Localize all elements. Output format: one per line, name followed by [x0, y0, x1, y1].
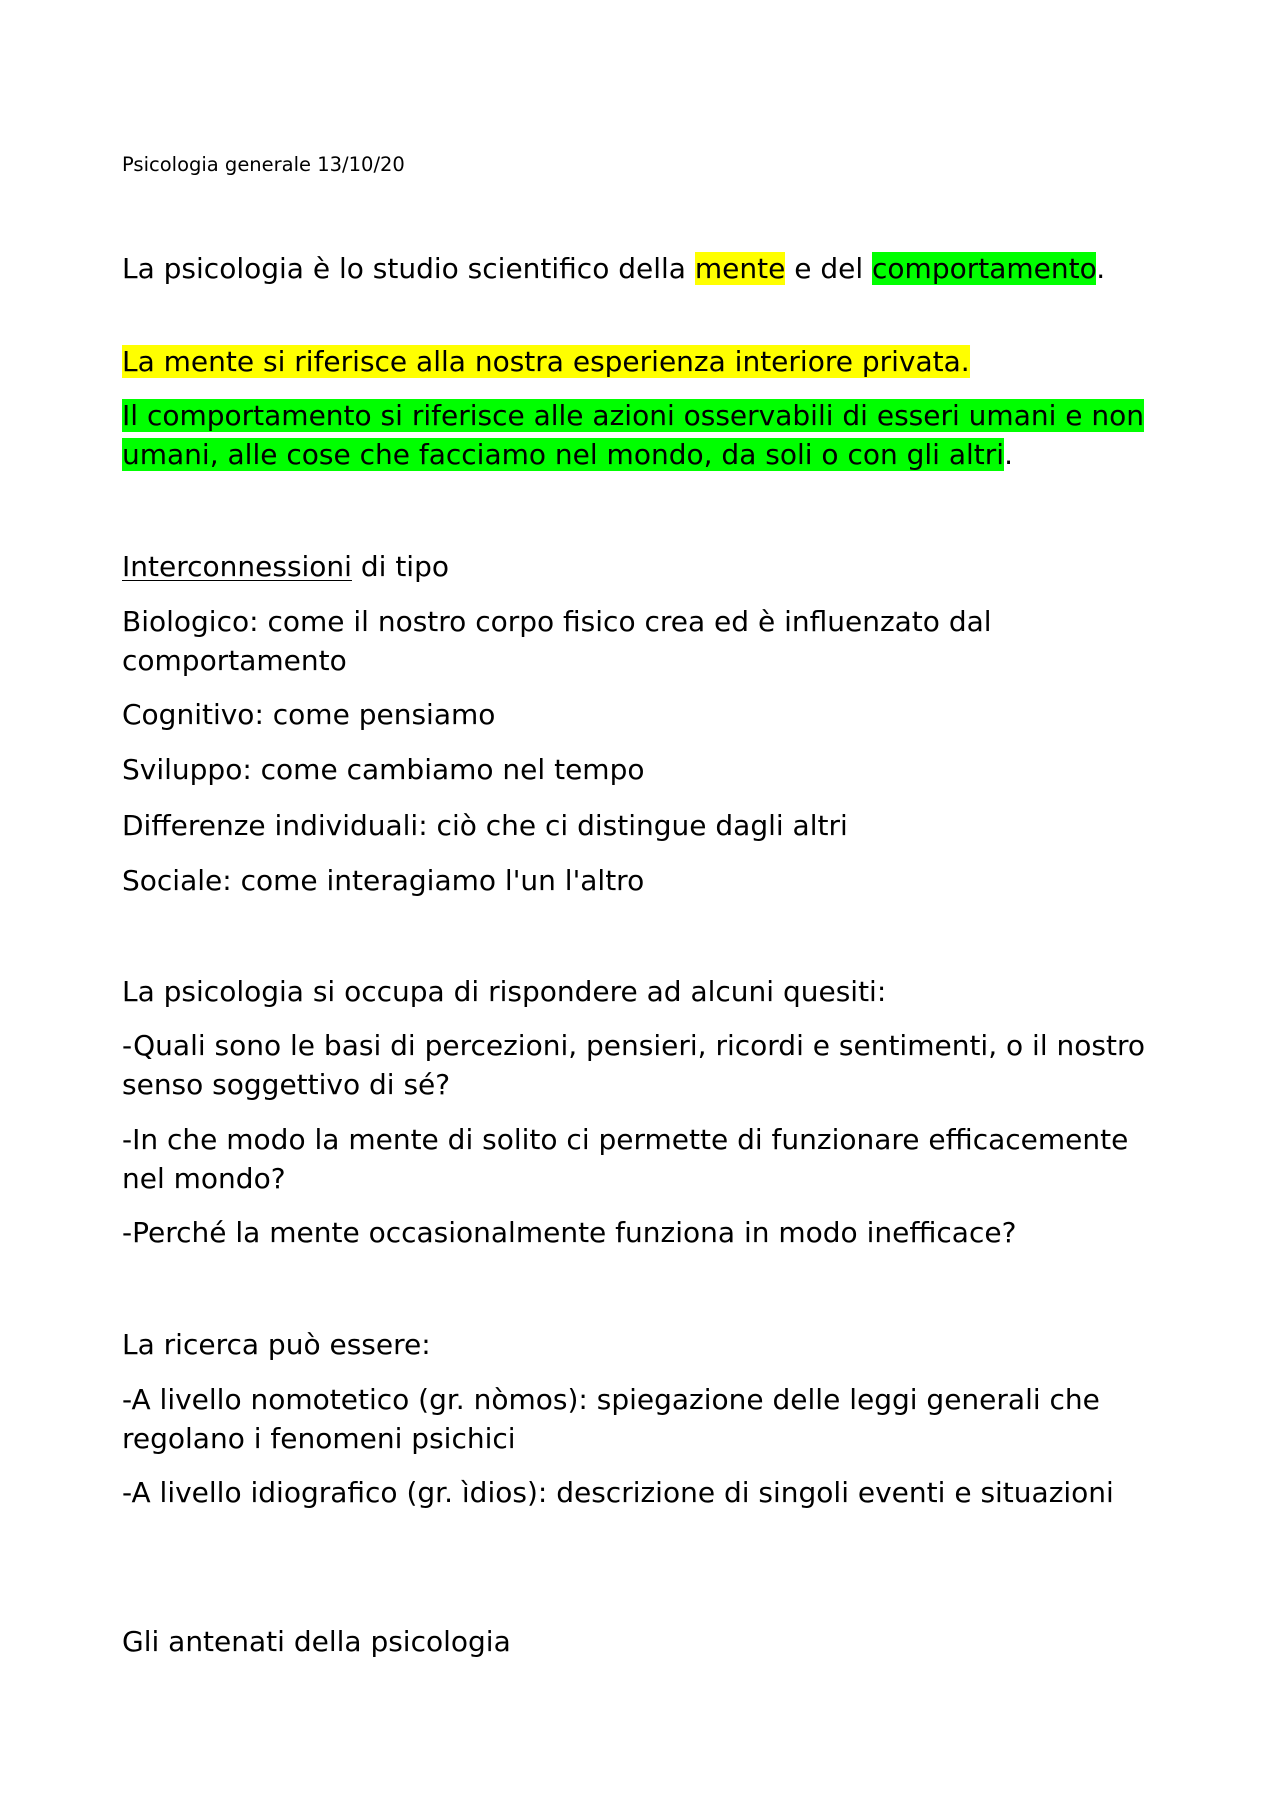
comportamento-definition-end: . [1004, 437, 1013, 471]
quesito-item: -In che modo la mente di solito ci permette di funzionare efficacemente nel mondo? [122, 1123, 1129, 1195]
intro-text-middle: e del [785, 252, 873, 285]
ricerca-intro: La ricerca può essere: [122, 1328, 431, 1361]
document-header: Psicologia generale 13/10/20 [122, 153, 405, 176]
quesiti-intro: La psicologia si occupa di rispondere ad alcuni quesiti: [122, 975, 887, 1008]
intro-text-start: La psicologia è lo studio scientifico della [122, 252, 695, 285]
intro-text-end: . [1096, 252, 1106, 285]
ricerca-nomotetico: -A livello nomotetico (gr. nòmos): spiegazione delle leggi generali che regolano i fenomeni psichici [122, 1383, 1100, 1455]
interconnessioni-heading-rest: di tipo [351, 550, 449, 583]
mente-definition-text: La mente si riferisce alla nostra esperienza interiore privata. [122, 345, 970, 378]
intro-paragraph [122, 250, 1162, 289]
comportamento-definition [122, 397, 1162, 474]
interconnessioni-heading [122, 548, 1162, 587]
interconnessioni-underlined: Interconnessioni [122, 550, 352, 583]
highlight-comportamento: comportamento [872, 252, 1097, 285]
interconnessione-differenze: Differenze individuali: ciò che ci distingue dagli altri [122, 809, 848, 842]
quesito-item: -Quali sono le basi di percezioni, pensieri, ricordi e sentimenti, o il nostro senso soggettivo di sé? [122, 1029, 1145, 1101]
comportamento-definition-text: Il comportamento si riferisce alle azioni osservabili di esseri umani e non umani, alle cose che facciamo nel mondo, da soli o con gli altri [122, 399, 1145, 471]
interconnessione-sociale: Sociale: come interagiamo l'un l'altro [122, 864, 645, 897]
antenati-heading: Gli antenati della psicologia [122, 1625, 511, 1658]
mente-definition [122, 343, 1162, 382]
ricerca-idiografico: -A livello idiografico (gr. ìdios): descrizione di singoli eventi e situazioni [122, 1476, 1114, 1509]
highlight-mente: mente [694, 252, 786, 285]
quesito-item: -Perché la mente occasionalmente funziona in modo inefficace? [122, 1216, 1017, 1249]
interconnessione-sviluppo: Sviluppo: come cambiamo nel tempo [122, 753, 645, 786]
interconnessione-biologico: Biologico: come il nostro corpo fisico crea ed è influenzato dal comportamento [122, 605, 992, 677]
interconnessione-cognitivo: Cognitivo: come pensiamo [122, 698, 496, 731]
